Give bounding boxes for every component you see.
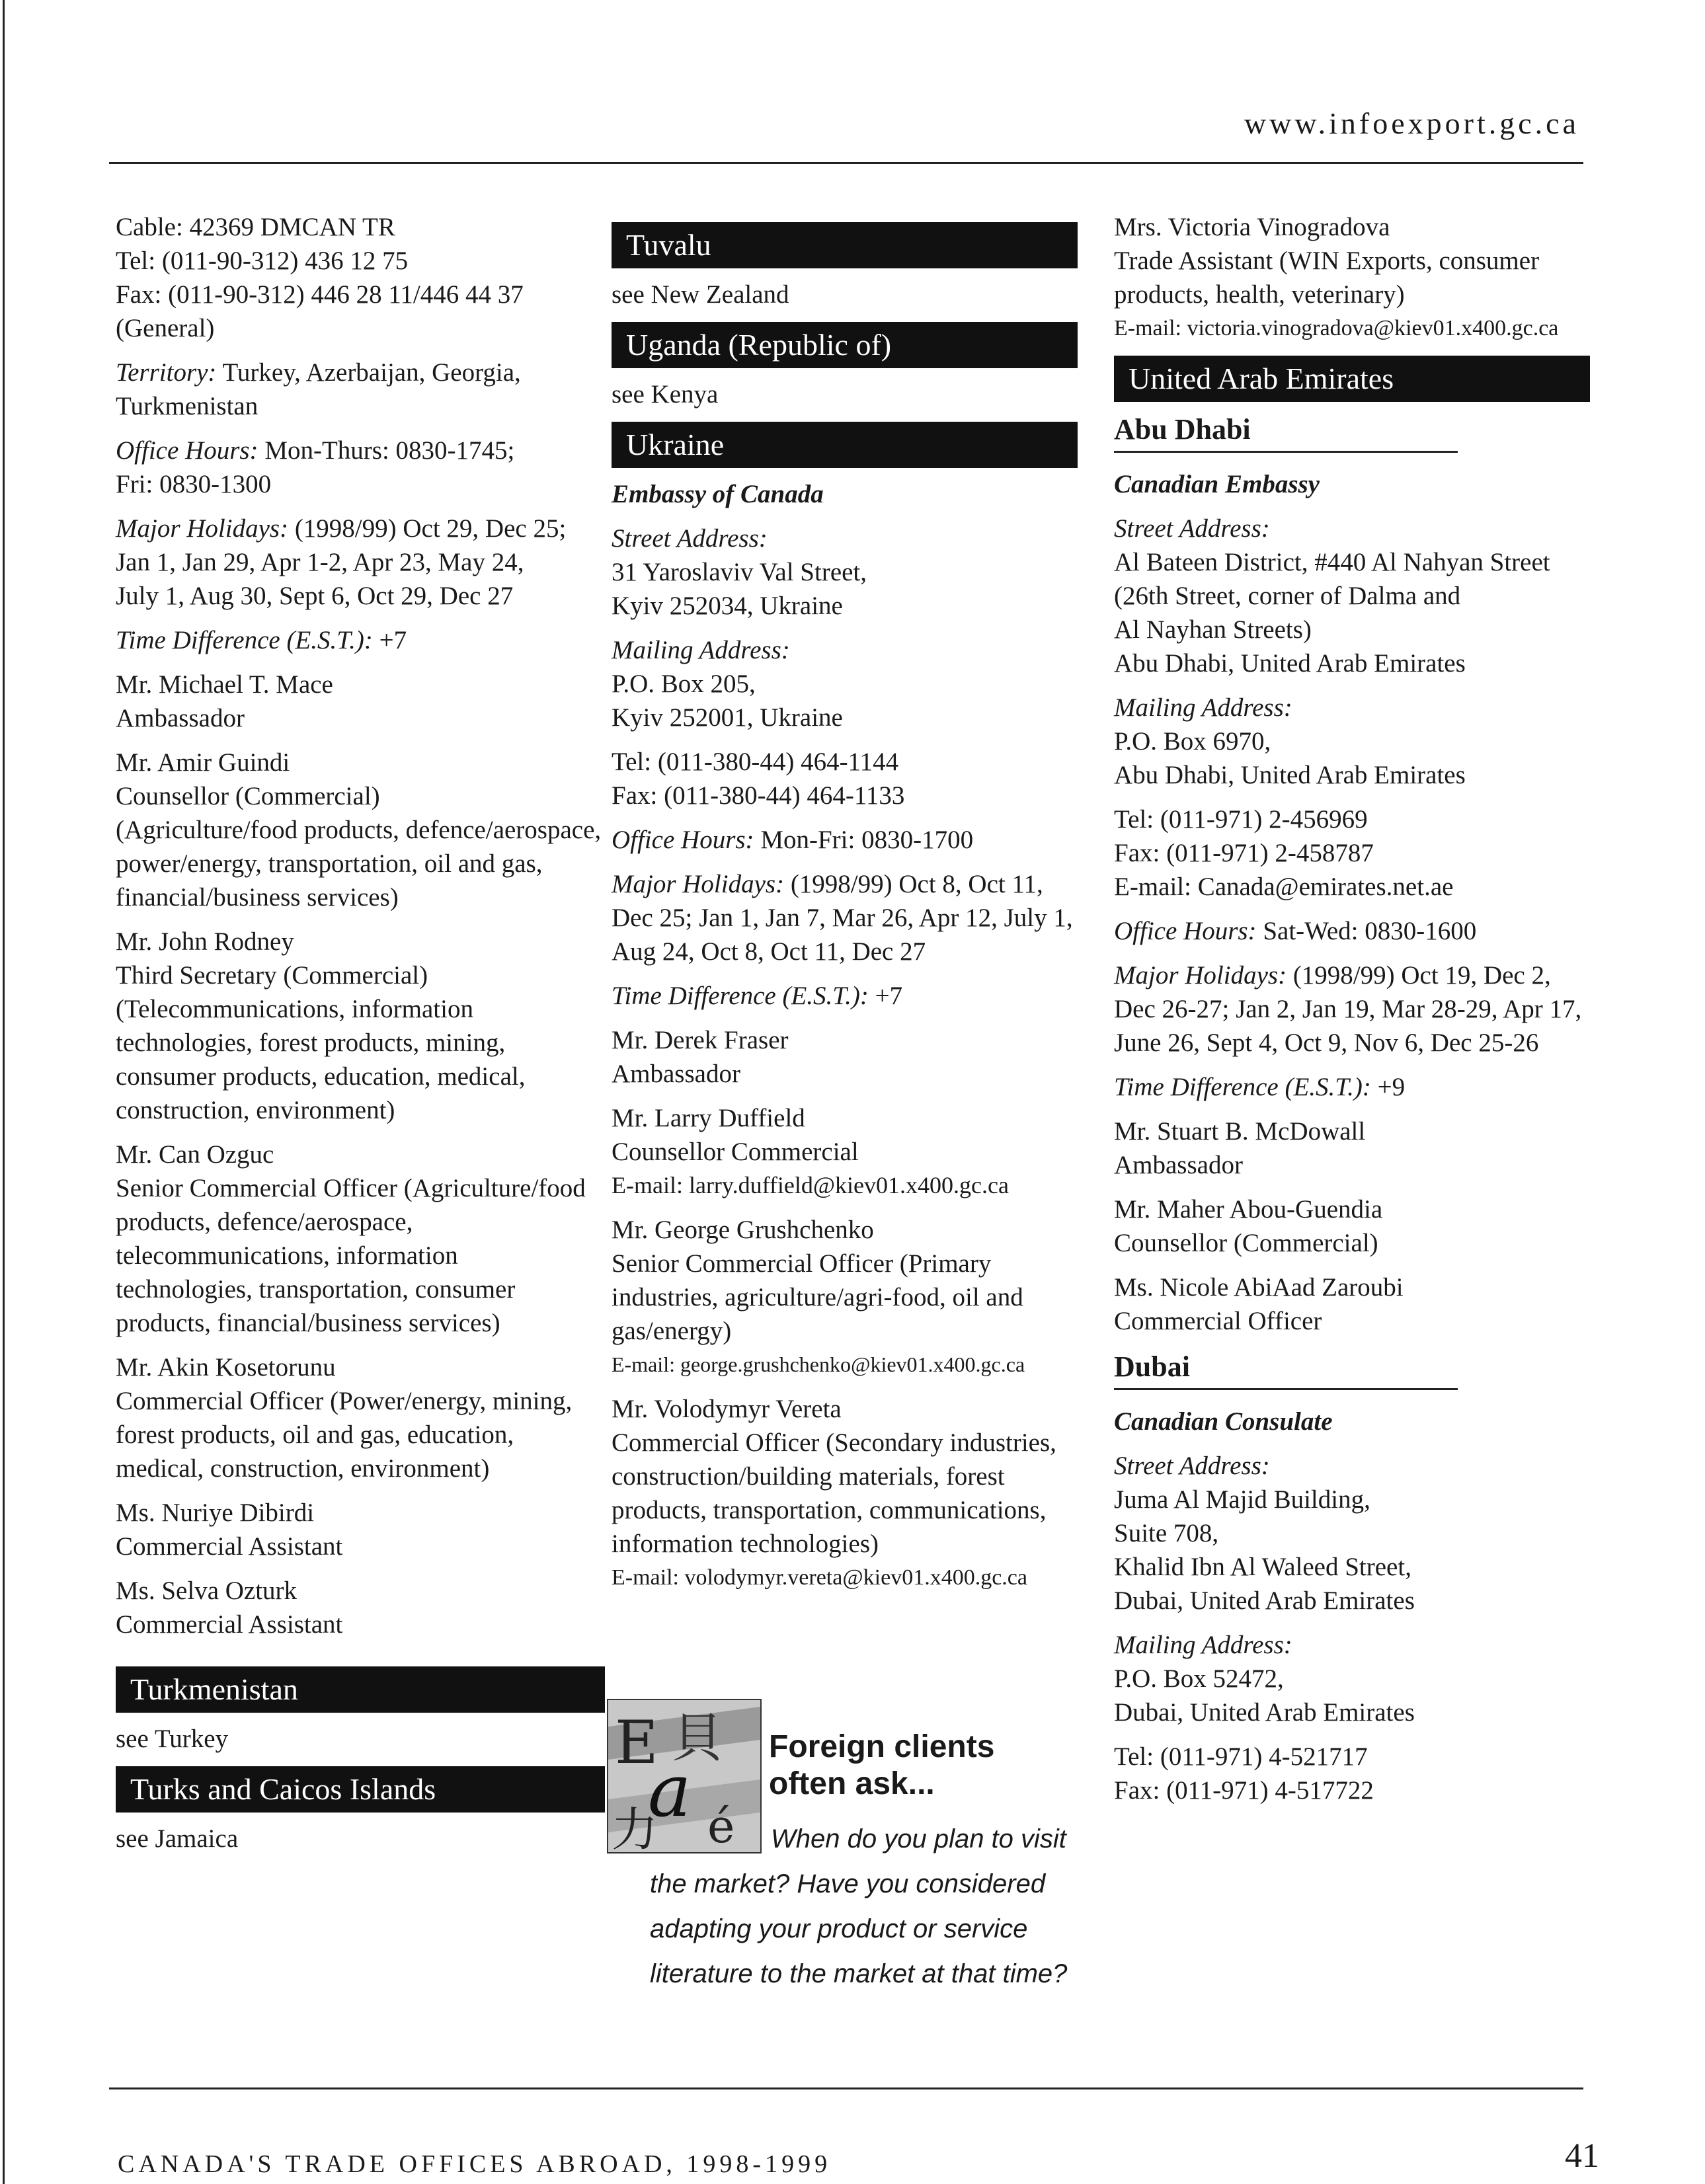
contact-numbers [1114, 802, 1590, 904]
person-title: Ambassador [1114, 1151, 1243, 1179]
person-title: Counsellor (Commercial) [1114, 1229, 1378, 1257]
person-name: Mr. Can Ozguc [116, 1140, 274, 1169]
hours-value: Mon-Fri: 0830-1700 [760, 826, 974, 854]
holidays-line-3: June 26, Sept 4, Oct 9, Nov 6, Dec 25-26 [1114, 1029, 1539, 1057]
street-label: Street Address: [612, 524, 768, 553]
country-heading-text: United Arab Emirates [1129, 362, 1394, 395]
contact-numbers [1114, 1740, 1590, 1807]
street-line: 31 Yaroslaviv Val Street, [612, 558, 867, 586]
person-detail: industries, agriculture/agri-food, oil and [612, 1283, 1023, 1311]
holidays-line-3: Aug 24, Oct 8, Oct 11, Dec 27 [612, 937, 926, 966]
mailing-line: P.O. Box 52472, [1114, 1664, 1284, 1693]
street-line: Suite 708, [1114, 1519, 1219, 1547]
office-name: Canadian Consulate [1114, 1407, 1333, 1436]
country-heading-turks-caicos: Turks and Caicos Islands [116, 1766, 605, 1813]
person-title: Ambassador [612, 1060, 740, 1088]
person-entry [116, 668, 605, 735]
svg-text:力: 力 [612, 1803, 658, 1852]
person-entry [1114, 1114, 1590, 1182]
svg-text:é: é [707, 1799, 735, 1852]
person-detail: construction/building materials, forest [612, 1462, 1005, 1491]
holidays-line-1: (1998/99) Oct 29, Dec 25; [294, 514, 567, 543]
street-line: Kyiv 252034, Ukraine [612, 592, 843, 620]
page-number: 41 [1565, 2137, 1599, 2175]
office-name: Embassy of Canada [612, 480, 824, 508]
person-name: Mr. George Grushchenko [612, 1216, 874, 1244]
person-entry [612, 1392, 1078, 1594]
holidays-line-2: Dec 25; Jan 1, Jan 7, Mar 26, Apr 12, July 1, [612, 904, 1073, 932]
person-name: Ms. Selva Ozturk [116, 1577, 297, 1605]
holidays-label: Major Holidays: [1114, 961, 1287, 990]
person-entry [116, 1350, 605, 1485]
callout-question-line: literature to the market at that time? [650, 1959, 1068, 1988]
person-entry [612, 1213, 1078, 1382]
person-title: Third Secretary (Commercial) [116, 961, 428, 990]
person-name: Ms. Nuriye Dibirdi [116, 1499, 315, 1527]
person-email: E-mail: volodymyr.vereta@kiev01.x400.gc.ca [612, 1565, 1027, 1590]
person-entry [116, 746, 605, 914]
time-label: Time Difference (E.S.T.): [1114, 1073, 1371, 1101]
tel-line: Tel: (011-90-312) 436 12 75 [116, 247, 409, 275]
person-name: Mr. Maher Abou-Guendia [1114, 1195, 1383, 1224]
major-holidays [1114, 958, 1590, 1060]
page-edge-line [3, 0, 5, 2184]
hours-label: Office Hours: [612, 826, 754, 854]
callout-question-line: the market? Have you considered [650, 1869, 1046, 1898]
holidays-line-1: (1998/99) Oct 19, Dec 2, [1292, 961, 1551, 990]
street-label: Street Address: [1114, 1452, 1270, 1480]
tel-line: Tel: (011-380-44) 464-1144 [612, 748, 899, 776]
person-title: Trade Assistant (WIN Exports, consumer [1114, 247, 1540, 275]
mailing-line: Kyiv 252001, Ukraine [612, 703, 843, 732]
see-reference: see Kenya [612, 380, 719, 409]
street-line: Juma Al Majid Building, [1114, 1485, 1370, 1514]
fax-note: (General) [116, 314, 215, 342]
street-address [1114, 512, 1590, 680]
fax-line: Fax: (011-380-44) 464-1133 [612, 781, 905, 810]
person-name: Mr. Amir Guindi [116, 748, 290, 777]
hours-line-2: Fri: 0830-1300 [116, 470, 272, 498]
person-title: Counsellor (Commercial) [116, 782, 380, 810]
person-title: Commercial Officer [1114, 1307, 1322, 1335]
person-email: E-mail: larry.duffield@kiev01.x400.gc.ca [612, 1172, 1009, 1198]
person-detail: products, financial/business services) [116, 1309, 500, 1337]
street-address [1114, 1449, 1590, 1618]
see-reference: see Jamaica [116, 1824, 239, 1853]
callout-title-line: Foreign clients [769, 1729, 995, 1764]
hours-label: Office Hours: [116, 436, 258, 465]
territory [116, 356, 605, 423]
see-reference: see New Zealand [612, 280, 789, 309]
callout-question-line: When do you plan to visit [771, 1824, 1066, 1853]
person-entry [1114, 1270, 1590, 1338]
mailing-address [1114, 691, 1590, 792]
time-difference [612, 979, 1078, 1013]
person-email: E-mail: victoria.vinogradova@kiev01.x400.gc.ca [1114, 316, 1559, 340]
person-entry [1114, 1192, 1590, 1260]
country-heading-uae [1114, 356, 1590, 402]
person-title: Commercial Assistant [116, 1532, 343, 1561]
mailing-label: Mailing Address: [1114, 1631, 1292, 1659]
header-url: www.infoexport.gc.ca [1244, 106, 1579, 140]
person-detail: technologies, forest products, mining, [116, 1029, 506, 1057]
person-entry [116, 1496, 605, 1563]
column-middle [612, 218, 1078, 1605]
footer-title: CANADA'S TRADE OFFICES ABROAD, 1998-1999 [118, 2150, 832, 2178]
person-title: Commercial Officer (Power/energy, mining, [116, 1387, 573, 1415]
person-name: Mr. Stuart B. McDowall [1114, 1117, 1366, 1146]
country-heading-uganda: Uganda (Republic of) [612, 322, 1078, 368]
person-detail: forest products, oil and gas, education, [116, 1421, 514, 1449]
person-entry [612, 1023, 1078, 1091]
street-label: Street Address: [1114, 514, 1270, 543]
person-name: Ms. Nicole AbiAad Zaroubi [1114, 1273, 1404, 1302]
callout-question [607, 1816, 1083, 1996]
time-value: +7 [875, 982, 903, 1010]
time-value: +7 [379, 626, 407, 654]
time-value: +9 [1377, 1073, 1406, 1101]
territory-line-1: Turkey, Azerbaijan, Georgia, [222, 358, 521, 387]
person-detail: products, health, veterinary) [1114, 280, 1405, 309]
column-left [116, 210, 605, 1866]
person-title: Senior Commercial Officer (Agriculture/food [116, 1174, 586, 1202]
person-title: Commercial Officer (Secondary industries, [612, 1428, 1056, 1457]
contact-numbers [612, 745, 1078, 812]
street-line: (26th Street, corner of Dalma and [1114, 582, 1461, 610]
city-heading-abu-dhabi: Abu Dhabi [1114, 411, 1458, 453]
person-detail: products, transportation, communications, [612, 1496, 1047, 1524]
person-entry [116, 1138, 605, 1340]
person-name: Mr. Volodymyr Vereta [612, 1395, 842, 1423]
turkey-contact [116, 210, 605, 345]
person-entry [116, 925, 605, 1127]
person-name: Mr. Akin Kosetorunu [116, 1353, 336, 1382]
callout-title [769, 1729, 994, 1803]
time-difference [116, 623, 605, 657]
person-name: Mr. Derek Fraser [612, 1026, 789, 1054]
column-right [1114, 210, 1590, 1818]
person-detail: (Telecommunications, information [116, 995, 473, 1023]
holidays-line-3: July 1, Aug 30, Sept 6, Oct 29, Dec 27 [116, 582, 514, 610]
street-line: Abu Dhabi, United Arab Emirates [1114, 649, 1466, 678]
person-name: Mr. Michael T. Mace [116, 670, 333, 699]
person-detail: financial/business services) [116, 883, 399, 912]
svg-text:E: E [615, 1708, 658, 1777]
street-address [612, 522, 1078, 623]
office-hours [1114, 914, 1590, 948]
person-detail: products, defence/aerospace, [116, 1208, 413, 1236]
mailing-label: Mailing Address: [1114, 693, 1292, 722]
svg-text:貝: 貝 [671, 1707, 724, 1769]
street-line: Dubai, United Arab Emirates [1114, 1586, 1415, 1615]
mailing-line: P.O. Box 205, [612, 670, 756, 698]
time-label: Time Difference (E.S.T.): [116, 626, 373, 654]
person-detail: gas/energy) [612, 1317, 732, 1345]
mailing-line: P.O. Box 6970, [1114, 727, 1271, 756]
territory-line-2: Turkmenistan [116, 392, 258, 420]
person-name: Mrs. Victoria Vinogradova [1114, 213, 1390, 241]
country-heading-ukraine: Ukraine [612, 422, 1078, 468]
person-name: Mr. Larry Duffield [612, 1104, 805, 1132]
callout-question-line: adapting your product or service [650, 1914, 1028, 1943]
person-name: Mr. John Rodney [116, 927, 294, 956]
person-email: E-mail: george.grushchenko@kiev01.x400.gc.ca [612, 1352, 1025, 1376]
office-hours [612, 823, 1078, 857]
mailing-address [1114, 1628, 1590, 1729]
person-title: Ambassador [116, 704, 245, 732]
holidays-line-1: (1998/99) Oct 8, Oct 11, [790, 870, 1043, 898]
fax-line: Fax: (011-971) 2-458787 [1114, 839, 1374, 867]
country-heading-turkmenistan: Turkmenistan [116, 1666, 605, 1713]
street-line: Al Nayhan Streets) [1114, 615, 1312, 644]
fax-line: Fax: (011-90-312) 446 28 11/446 44 37 [116, 280, 524, 309]
header-rule [109, 162, 1583, 164]
mailing-label: Mailing Address: [612, 636, 790, 664]
street-line: Khalid Ibn Al Waleed Street, [1114, 1553, 1411, 1581]
city-heading-dubai: Dubai [1114, 1348, 1458, 1390]
person-title: Counsellor Commercial [612, 1138, 859, 1166]
person-entry [612, 1101, 1078, 1202]
person-detail: (Agriculture/food products, defence/aerospace, [116, 816, 602, 844]
territory-label: Territory: [116, 358, 217, 387]
time-label: Time Difference (E.S.T.): [612, 982, 869, 1010]
person-detail: medical, construction, environment) [116, 1454, 490, 1483]
fax-line: Fax: (011-971) 4-517722 [1114, 1776, 1374, 1805]
office-name: Canadian Embassy [1114, 470, 1320, 498]
see-reference: see Turkey [116, 1725, 229, 1753]
major-holidays [612, 867, 1078, 968]
time-difference [1114, 1070, 1590, 1104]
major-holidays [116, 512, 605, 613]
person-detail: telecommunications, information [116, 1241, 458, 1270]
hours-value: Sat-Wed: 0830-1600 [1263, 917, 1477, 945]
callout-title-line: often ask... [769, 1766, 935, 1801]
svg-text:a: a [648, 1748, 692, 1833]
person-detail: construction, environment) [116, 1096, 395, 1124]
person-entry [1114, 210, 1590, 345]
cable-line: Cable: 42369 DMCAN TR [116, 213, 395, 241]
tel-line: Tel: (011-971) 4-521717 [1114, 1742, 1368, 1771]
tel-line: Tel: (011-971) 2-456969 [1114, 805, 1368, 834]
person-detail: technologies, transportation, consumer [116, 1275, 516, 1304]
mailing-address [612, 633, 1078, 734]
holidays-label: Major Holidays: [612, 870, 785, 898]
person-title: Commercial Assistant [116, 1610, 343, 1639]
person-title: Senior Commercial Officer (Primary [612, 1249, 992, 1278]
mailing-line: Dubai, United Arab Emirates [1114, 1698, 1415, 1727]
holidays-line-2: Jan 1, Jan 29, Apr 1-2, Apr 23, May 24, [116, 548, 524, 576]
hours-label: Office Hours: [1114, 917, 1257, 945]
email-line: E-mail: Canada@emirates.net.ae [1114, 873, 1454, 901]
person-detail: information technologies) [612, 1530, 879, 1558]
mailing-line: Abu Dhabi, United Arab Emirates [1114, 761, 1466, 789]
holidays-label: Major Holidays: [116, 514, 289, 543]
person-entry [116, 1574, 605, 1641]
office-hours [116, 434, 605, 501]
hours-line-1: Mon-Thurs: 0830-1745; [264, 436, 515, 465]
footer-rule [109, 2087, 1583, 2089]
person-detail: consumer products, education, medical, [116, 1062, 526, 1091]
holidays-line-2: Dec 26-27; Jan 2, Jan 19, Mar 28-29, Apr 17, [1114, 995, 1582, 1023]
person-detail: power/energy, transportation, oil and gas, [116, 849, 543, 878]
country-heading-tuvalu: Tuvalu [612, 222, 1078, 268]
street-line: Al Bateen District, #440 Al Nahyan Street [1114, 548, 1550, 576]
